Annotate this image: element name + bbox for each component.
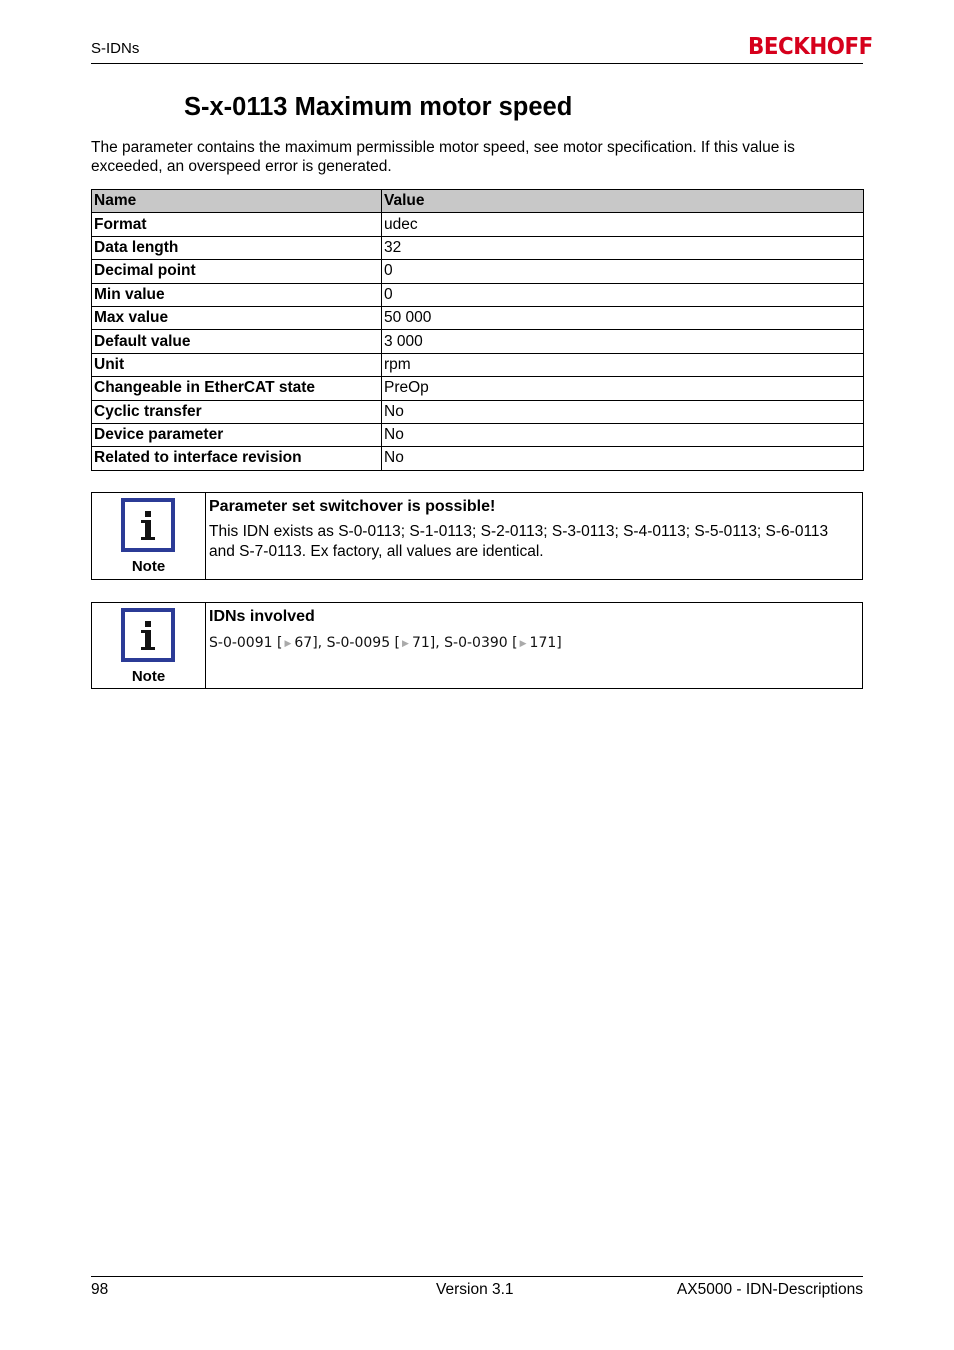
note-body-line: This IDN exists as S-0-0113; S-1-0113; S-2-0113; S-3-0113; S-4-0113; S-5-0113; S-6-0113 [209, 523, 829, 540]
intro-paragraph: The parameter contains the maximum permissible motor speed, see motor specification. If this value is exceeded, an overspeed error is generated. [91, 139, 795, 175]
idn-reference-link[interactable]: S-0-0091 [ ▶ 67] [209, 635, 318, 651]
footer-divider [91, 1276, 863, 1277]
param-name: Max value [92, 306, 382, 329]
note-title: Parameter set switchover is possible! [209, 498, 496, 515]
idn-reference-link[interactable]: S-0-0390 [ ▶ 171] [444, 635, 562, 651]
column-header-value: Value [382, 190, 864, 213]
table-row [92, 306, 864, 329]
header-divider [91, 63, 863, 64]
info-icon [121, 608, 175, 662]
note-content [209, 607, 856, 651]
param-value: 50 000 [382, 306, 864, 329]
page-link-arrow-icon: ▶ [402, 639, 409, 649]
param-value: 3 000 [382, 330, 864, 353]
table-header-row [92, 190, 864, 213]
param-value: No [382, 423, 864, 446]
idn-reference-link[interactable]: S-0-0095 [ ▶ 71] [326, 635, 436, 651]
page-title: S-x-0113 Maximum motor speed [184, 93, 573, 121]
param-value: PreOp [382, 377, 864, 400]
note-label: Note [131, 558, 166, 575]
note-icon-cell [92, 603, 206, 688]
param-name: Unit [92, 353, 382, 376]
info-icon [121, 498, 175, 552]
column-header-name: Name [92, 190, 382, 213]
table-row [92, 400, 864, 423]
note-label: Note [131, 668, 166, 685]
table-row [92, 260, 864, 283]
param-value: rpm [382, 353, 864, 376]
param-value: 0 [382, 260, 864, 283]
note-body-line: and S-7-0113. Ex factory, all values are identical. [209, 542, 544, 560]
param-name: Decimal point [92, 260, 382, 283]
note-content [209, 497, 856, 561]
note-box-parameter-switchover [91, 492, 863, 580]
param-name: Changeable in EtherCAT state [92, 377, 382, 400]
param-name: Format [92, 213, 382, 236]
param-value: 0 [382, 283, 864, 306]
table-row [92, 330, 864, 353]
param-name: Cyclic transfer [92, 400, 382, 423]
param-name: Default value [92, 330, 382, 353]
table-row [92, 213, 864, 236]
page-link-arrow-icon: ▶ [284, 639, 292, 649]
param-value: 32 [382, 236, 864, 259]
version-label: Version 3.1 [436, 1281, 514, 1298]
note-icon-cell [92, 493, 206, 579]
param-value: udec [382, 213, 864, 236]
page-link-arrow-icon: ▶ [519, 639, 527, 649]
note-box-idns-involved [91, 602, 863, 689]
page-number: 98 [91, 1281, 109, 1298]
param-name: Data length [92, 236, 382, 259]
param-name: Related to interface revision [92, 447, 382, 470]
param-name: Min value [92, 283, 382, 306]
param-value: No [382, 447, 864, 470]
param-name: Device parameter [92, 423, 382, 446]
parameter-table [91, 189, 864, 471]
table-row [92, 283, 864, 306]
table-row [92, 353, 864, 376]
document-title: AX5000 - IDN-Descriptions [676, 1281, 863, 1298]
note-body [209, 522, 856, 561]
beckhoff-logo: BECKHOFF [748, 34, 873, 60]
table-row [92, 447, 864, 470]
table-row [92, 236, 864, 259]
table-row [92, 423, 864, 446]
param-value: No [382, 400, 864, 423]
idn-reference-list: S-0-0091 [ ▶ 67], S-0-0095 [ ▶ 71], S-0-0390 [ ▶ 171] [209, 635, 562, 651]
table-row [92, 377, 864, 400]
note-title: IDNs involved [209, 608, 315, 625]
section-title: S-IDNs [91, 40, 140, 57]
